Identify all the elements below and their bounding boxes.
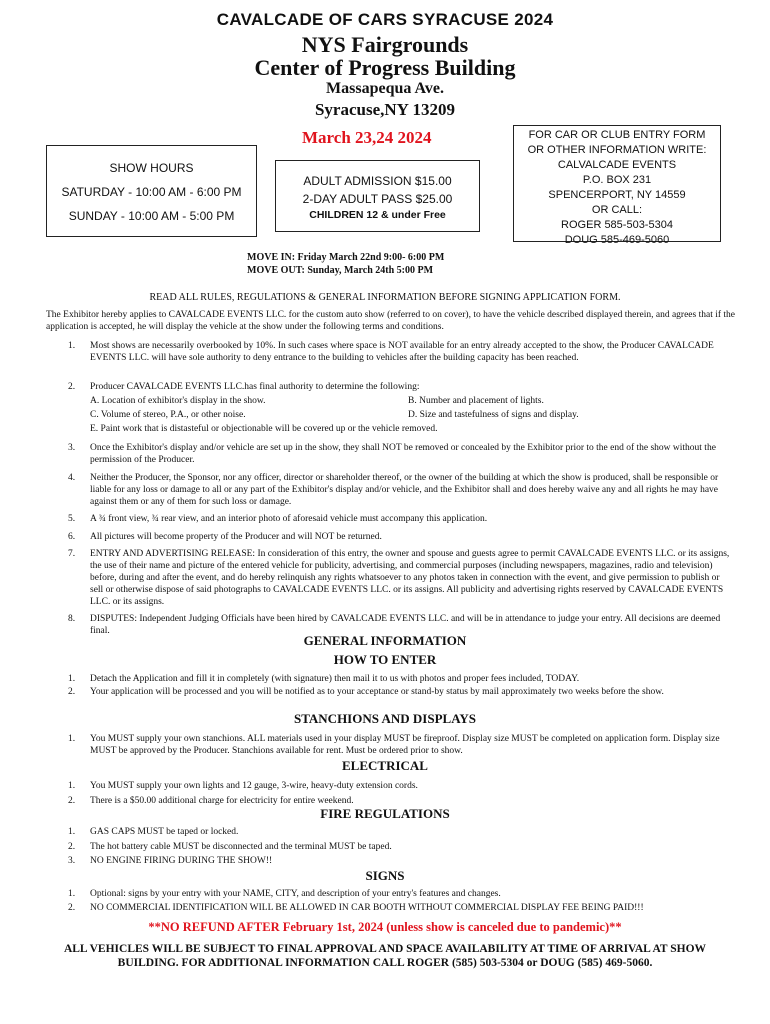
item-text: GAS CAPS MUST be taped or locked. xyxy=(90,827,239,837)
item-text: Once the Exhibitor's display and/or vehicle are set up in the show, they shall NOT be removed or concealed by the Exhibitor prior to the end of the show without the permission of the Producer. xyxy=(90,443,716,465)
item-number: 2. xyxy=(68,842,76,852)
item-text: You MUST supply your own stanchions. ALL materials used in your display MUST be fireproof. Display size MUST be completed on application form. Display size MUST be approved by the Producer. Stanchions available for rent. Must be ordered prior to show. xyxy=(90,734,720,756)
item-number: 2. xyxy=(68,796,76,806)
contact-line: FOR CAR OR CLUB ENTRY FORM xyxy=(528,129,706,141)
item-text: Producer CAVALCADE EVENTS LLC.has final authority to determine the following: xyxy=(90,382,420,392)
two-day-pass: 2-DAY ADULT PASS $25.00 xyxy=(302,192,453,206)
building-title: Center of Progress Building xyxy=(254,55,516,80)
item-number: 5. xyxy=(68,514,76,524)
item-number: 1. xyxy=(68,674,76,684)
signs-heading: SIGNS xyxy=(365,868,405,883)
item-number: 1. xyxy=(68,827,76,837)
sunday-hours: SUNDAY - 10:00 AM - 5:00 PM xyxy=(68,209,235,223)
saturday-hours: SATURDAY - 10:00 AM - 6:00 PM xyxy=(61,185,242,199)
item-text: A ¾ front view, ¾ rear view, and an interior photo of aforesaid vehicle must accompany this application. xyxy=(90,514,488,524)
contact-phone-doug: DOUG 585-469-5060 xyxy=(564,234,670,246)
intro-paragraph: The Exhibitor hereby applies to CAVALCADE EVENTS LLC. for the custom auto show (referred to on cover), to have the vehicle described displayed therein, and agrees that if the application is accepted, he will display the vehicle at the show under the following terms and conditions. xyxy=(46,310,735,332)
event-date: March 23,24 2024 xyxy=(302,128,432,147)
item-number: 4. xyxy=(68,473,76,483)
item-number: 7. xyxy=(68,549,76,559)
item-text: Neither the Producer, the Sponsor, nor any officer, director or shareholder thereof, or the owner of the building at which the show is produced, shall be responsible or liable for any loss or damage to all or any part of the Exhibitor's display and/or vehicle, and the Exhibitor shall and does hereby waive any and all rights he may have against them or any of them for such loss or damage. xyxy=(90,473,719,507)
item-text: There is a $50.00 additional charge for electricity for entire weekend. xyxy=(90,796,354,806)
children-admission: CHILDREN 12 & under Free xyxy=(309,209,446,221)
refund-policy: **NO REFUND AFTER February 1st, 2024 (unless show is canceled due to pandemic)** xyxy=(148,920,622,934)
how-to-enter-heading: HOW TO ENTER xyxy=(333,652,437,667)
item-number: 2. xyxy=(68,903,76,913)
item-text: DISPUTES: Independent Judging Officials have been hired by CAVALCADE EVENTS LLC. and will be in attendance to judge your entry. All decisions are deemed final. xyxy=(90,614,721,636)
item-text: Detach the Application and fill it in completely (with signature) then mail it to us with photos and proper fees included, TODAY. xyxy=(90,674,580,684)
item2-option-d: D. Size and tastefulness of signs and display. xyxy=(408,410,579,420)
venue-title: NYS Fairgrounds xyxy=(301,32,469,57)
item2-option-e: E. Paint work that is distasteful or objectionable will be covered up or the vehicle removed. xyxy=(90,424,438,434)
read-all-notice: READ ALL RULES, REGULATIONS & GENERAL INFORMATION BEFORE SIGNING APPLICATION FORM. xyxy=(149,292,621,303)
item-number: 1. xyxy=(68,889,76,899)
item-number: 8. xyxy=(68,614,76,624)
document-title: CAVALCADE OF CARS SYRACUSE 2024 xyxy=(216,10,554,29)
item-number: 1. xyxy=(68,781,76,791)
contact-line: CALVALCADE EVENTS xyxy=(557,159,677,171)
general-info-heading: GENERAL INFORMATION xyxy=(303,633,467,648)
item-number: 1. xyxy=(68,341,76,351)
contact-line: OR OTHER INFORMATION WRITE: xyxy=(527,144,707,156)
item-text: NO ENGINE FIRING DURING THE SHOW!! xyxy=(90,856,273,866)
street-address: Massapequa Ave. xyxy=(326,80,444,97)
move-out: MOVE OUT: Sunday, March 24th 5:00 PM xyxy=(247,265,434,276)
item2-option-a: A. Location of exhibitor's display in the show. xyxy=(90,396,266,406)
item2-option-b: B. Number and placement of lights. xyxy=(408,396,544,406)
city-address: Syracuse,NY 13209 xyxy=(314,100,456,119)
adult-admission: ADULT ADMISSION $15.00 xyxy=(303,174,452,188)
contact-line: OR CALL: xyxy=(591,204,643,216)
contact-phone-roger: ROGER 585-503-5304 xyxy=(561,219,673,231)
show-hours-title: SHOW HOURS xyxy=(109,161,194,175)
item-text: Your application will be processed and you will be notified as to your acceptance or stand-by status by mail approximately two weeks before the show. xyxy=(90,687,664,697)
item-text: Optional: signs by your entry with your NAME, CITY, and description of your entry's features and changes. xyxy=(90,889,501,899)
item2-option-c: C. Volume of stereo, P.A., or other noise. xyxy=(90,410,246,420)
item-number: 1. xyxy=(68,734,76,744)
item-number: 3. xyxy=(68,443,76,453)
admission-box xyxy=(275,160,480,232)
show-hours-box xyxy=(46,145,257,237)
item-number: 3. xyxy=(68,856,76,866)
stanchions-heading: STANCHIONS AND DISPLAYS xyxy=(293,711,477,726)
electrical-heading: ELECTRICAL xyxy=(342,758,428,773)
item-text: You MUST supply your own lights and 12 gauge, 3-wire, heavy-duty extension cords. xyxy=(90,781,418,791)
item-text: The hot battery cable MUST be disconnected and the terminal MUST be taped. xyxy=(90,842,392,852)
contact-line: P.O. BOX 231 xyxy=(582,174,652,186)
item-text: All pictures will become property of the Producer and will NOT be returned. xyxy=(90,532,382,542)
item-number: 6. xyxy=(68,532,76,542)
item-text: ENTRY AND ADVERTISING RELEASE: In consideration of this entry, the owner and spouse and guests agree to permit CAVALCADE EVENTS LLC. or its assigns, the use of their name and picture of the entered vehicle for publicity, advertising, and commercial purposes (including newspapers, magazines, radio and television) before, during and after the event, and do hereby relinquish any rights whatsoever to any photos taken in connection with the event, and give permission to publish or sell or otherwise dispose of said photographs to CAVALCADE EVENTS LLC. or its assigns. All publicity and advertising rights reserved by CAVALCADE EVENTS LLC. or its assigns. xyxy=(90,549,730,607)
move-in: MOVE IN: Friday March 22nd 9:00- 6:00 PM xyxy=(247,252,445,263)
fire-regulations-heading: FIRE REGULATIONS xyxy=(320,806,450,821)
move-schedule xyxy=(247,251,444,277)
item-text: Most shows are necessarily overbooked by 10%. In such cases where space is NOT available for an entry already accepted to the show, the Producer CAVALCADE EVENTS LLC. will have sole authority to deny entrance to the building to vehicles after the building capacity has been reached. xyxy=(90,341,714,363)
item-number: 2. xyxy=(68,687,76,697)
item-number: 2. xyxy=(68,382,76,392)
item-text: NO COMMERCIAL IDENTIFICATION WILL BE ALLOWED IN CAR BOOTH WITHOUT COMMERCIAL DISPLAY FEE BEING PAID!!! xyxy=(90,903,644,913)
contact-box xyxy=(513,125,721,246)
contact-line: SPENCERPORT, NY 14559 xyxy=(548,189,686,201)
final-approval-note: ALL VEHICLES WILL BE SUBJECT TO FINAL APPROVAL AND SPACE AVAILABILITY AT TIME OF ARRIVAL AT SHOW BUILDING. FOR ADDITIONAL INFORMATION CALL ROGER (585) 503-5304 or DOUG (585) 469-5060. xyxy=(63,943,707,969)
